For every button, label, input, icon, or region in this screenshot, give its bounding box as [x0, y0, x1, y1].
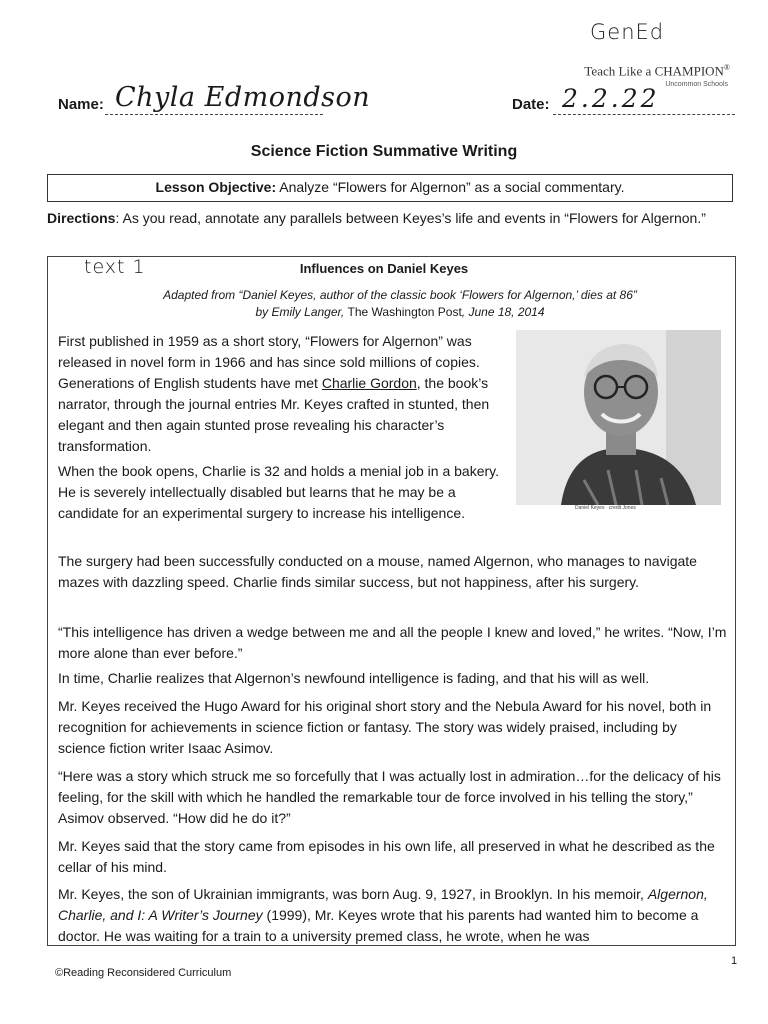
objective-label: Lesson Objective:	[155, 179, 277, 195]
article-paragraph-5: In time, Charlie realizes that Algernon’s newfound intelligence is fading, and that his will as well.	[58, 670, 650, 686]
document-title: Science Fiction Summative Writing	[250, 143, 518, 160]
date-field-line[interactable]	[553, 114, 735, 115]
name-field-line[interactable]	[105, 114, 323, 115]
paragraph-9-text-c: (1999), Mr. Keyes wrote that his parents had wanted him to become a doctor. He was waiting for a train to a university premed class, he wrote, when he was	[58, 907, 699, 944]
article-paragraph-9	[58, 884, 728, 947]
date-handwritten-value: 2.2.22	[562, 84, 660, 113]
article-paragraph-3: The surgery had been successfully conducted on a mouse, named Algernon, who manages to navigate mazes with dazzling speed. Charlie finds similar success, but not happiness, after his surgery.	[58, 553, 697, 590]
article-source	[100, 287, 700, 321]
page-number: 1	[731, 955, 738, 967]
source-byline: by Emily Langer,	[255, 305, 348, 319]
date-label: Date:	[512, 96, 550, 113]
paragraph-1-text-c: , the book’s narrator, through the journal entries Mr. Keyes crafted in stunted, then elegant and then again stunted prose revealing his character’s transformation.	[58, 375, 490, 454]
article-title: Influences on Daniel Keyes	[299, 261, 469, 276]
portrait-illustration	[516, 330, 721, 505]
article-paragraph-7: “Here was a story which struck me so forcefully that I was actually lost in admiration…for the delicacy of his feeling, for the skill with which he handled the remarkable tour de force involved in his telling the story,” Asimov observed. “How did he do it?”	[58, 768, 721, 826]
source-publication: The Washington Post	[347, 305, 462, 319]
brand-logo-text	[584, 63, 730, 79]
name-label: Name:	[58, 96, 104, 113]
handwritten-text-note: text 1	[84, 256, 146, 278]
directions-text: : As you read, annotate any parallels between Keyes’s life and events in “Flowers for Algernon.”	[115, 210, 706, 226]
brand-sub: Uncommon Schools	[665, 81, 728, 88]
source-date: , June 18, 2014	[461, 305, 545, 319]
source-line-1: Adapted from “Daniel Keyes, author of the classic book ‘Flowers for Algernon,’ dies at 86”	[163, 288, 637, 302]
paragraph-9-book-title: Algernon, Charlie, and I: A Writer’s Journey	[58, 886, 708, 923]
article-paragraph-6: Mr. Keyes received the Hugo Award for his original short story and the Nebula Award for his novel, both in recognition for achievements in science fiction or fantasy. The story was widely praised, including by science fiction writer Isaac Asimov.	[58, 698, 712, 756]
name-handwritten-value: Chyla Edmondson	[115, 82, 371, 113]
brand-name: Teach Like a CHAMPION	[584, 63, 724, 79]
paragraph-1-text-a: First published in 1959 as a short story, “Flowers for Algernon” was released in novel form in 1966 and has since sold millions of copies. Generations of English students have met	[58, 333, 480, 391]
objective-text: Analyze “Flowers for Algernon” as a social commentary.	[279, 179, 625, 195]
paragraph-9-text-a: Mr. Keyes, the son of Ukrainian immigrants, was born Aug. 9, 1927, in Brooklyn. In his memoir,	[58, 886, 648, 902]
directions-label: Directions	[47, 210, 116, 226]
author-photo	[516, 330, 721, 505]
article-paragraph-1	[58, 331, 498, 457]
handwritten-gened-tag: GenEd	[590, 20, 665, 44]
brand-mark: ®	[723, 63, 730, 72]
footer-copyright: ©Reading Reconsidered Curriculum	[55, 967, 232, 979]
lesson-objective-box	[47, 174, 733, 202]
paragraph-1-underlined: Charlie Gordon	[321, 375, 417, 391]
photo-caption: Daniel Keyes · credit Jones	[575, 505, 636, 511]
article-paragraph-8: Mr. Keyes said that the story came from episodes in his own life, all preserved in what he described as the cellar of his mind.	[58, 838, 715, 875]
article-paragraph-2: When the book opens, Charlie is 32 and holds a menial job in a bakery. He is severely intellectually disabled but learns that he may be a candidate for an experimental surgery to increase his intelligence.	[58, 463, 500, 521]
article-paragraph-4: “This intelligence has driven a wedge between me and all the people I knew and loved,” he writes. “Now, I’m more alone than ever before.”	[58, 624, 727, 661]
directions	[47, 209, 737, 228]
